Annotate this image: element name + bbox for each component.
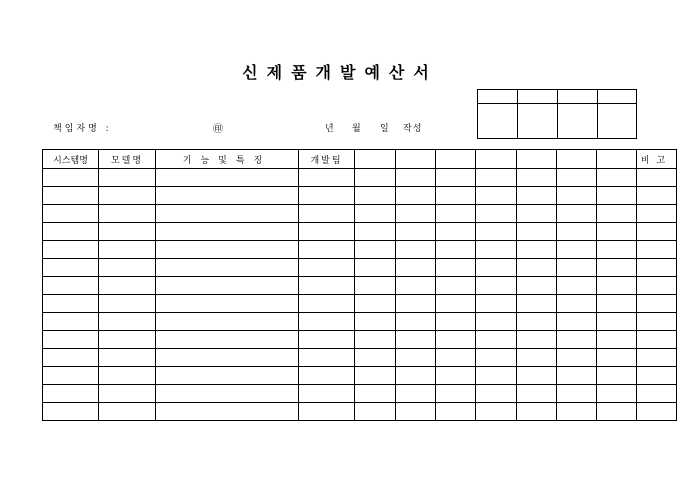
table-cell[interactable] [637,295,677,313]
table-cell[interactable] [156,403,299,421]
header-blank [476,150,517,169]
table-cell[interactable] [597,295,637,313]
table-cell[interactable] [299,295,355,313]
table-cell[interactable] [517,403,557,421]
table-row [43,367,677,385]
table-cell[interactable] [476,313,517,331]
table-cell[interactable] [476,241,517,259]
table-cell[interactable] [637,205,677,223]
table-cell[interactable] [436,349,476,367]
header-features: 기능및특징 [156,150,299,169]
table-cell[interactable] [99,277,156,295]
table-cell[interactable] [517,169,557,187]
header-system: 시스템명 [43,150,99,169]
table-cell[interactable] [517,295,557,313]
table-cell[interactable] [99,169,156,187]
table-cell[interactable] [299,385,355,403]
table-cell[interactable] [517,241,557,259]
table-cell[interactable] [355,259,396,277]
table-row [43,295,677,313]
table-cell[interactable] [156,331,299,349]
table-cell[interactable] [557,259,597,277]
table-cell[interactable] [299,277,355,295]
table-cell[interactable] [99,367,156,385]
table-cell[interactable] [99,349,156,367]
seal-mark: ㊞ [213,124,223,135]
writer-label: 책임자명 : [53,124,112,134]
table-cell[interactable] [299,187,355,205]
table-cell[interactable] [43,205,99,223]
table-cell[interactable] [637,277,677,295]
table-cell[interactable] [396,277,436,295]
table-cell[interactable] [517,223,557,241]
table-cell[interactable] [557,223,597,241]
table-cell[interactable] [597,169,637,187]
approval-title-cell [558,90,598,104]
table-cell[interactable] [156,277,299,295]
table-cell[interactable] [436,241,476,259]
table-cell[interactable] [355,403,396,421]
table-cell[interactable] [396,349,436,367]
table-cell[interactable] [355,205,396,223]
table-cell[interactable] [637,169,677,187]
table-cell[interactable] [637,187,677,205]
table-cell[interactable] [156,205,299,223]
table-cell[interactable] [156,241,299,259]
table-cell[interactable] [436,187,476,205]
table-cell[interactable] [597,367,637,385]
table-cell[interactable] [99,403,156,421]
table-cell[interactable] [557,277,597,295]
table-cell[interactable] [476,223,517,241]
approval-sign-cell[interactable] [518,104,558,139]
table-row [43,403,677,421]
table-cell[interactable] [355,169,396,187]
table-cell[interactable] [637,259,677,277]
table-cell[interactable] [396,367,436,385]
table-cell[interactable] [597,349,637,367]
approval-sign-cell[interactable] [478,104,518,139]
table-cell[interactable] [557,385,597,403]
table-cell[interactable] [476,367,517,385]
table-cell[interactable] [396,241,436,259]
table-row [43,385,677,403]
table-cell[interactable] [156,259,299,277]
table-cell[interactable] [436,367,476,385]
table-cell[interactable] [517,259,557,277]
table-cell[interactable] [517,385,557,403]
table-row [43,349,677,367]
table-cell[interactable] [476,349,517,367]
table-cell[interactable] [99,241,156,259]
header-model: 모델명 [99,150,156,169]
table-cell[interactable] [557,313,597,331]
table-row [43,313,677,331]
table-cell[interactable] [597,403,637,421]
table-cell[interactable] [43,403,99,421]
table-cell[interactable] [355,331,396,349]
table-cell[interactable] [557,241,597,259]
table-cell[interactable] [355,313,396,331]
table-cell[interactable] [436,331,476,349]
header-blank [517,150,557,169]
table-cell[interactable] [436,295,476,313]
table-cell[interactable] [637,223,677,241]
table-cell[interactable] [299,331,355,349]
approval-title-cell [478,90,518,104]
table-row [43,223,677,241]
budget-table [42,149,677,421]
table-cell[interactable] [476,403,517,421]
table-cell[interactable] [299,349,355,367]
table-cell[interactable] [396,187,436,205]
table-cell[interactable] [436,313,476,331]
table-cell[interactable] [476,295,517,313]
table-cell[interactable] [43,169,99,187]
table-cell[interactable] [396,313,436,331]
header-blank [396,150,436,169]
table-cell[interactable] [476,169,517,187]
table-cell[interactable] [557,331,597,349]
table-cell[interactable] [396,205,436,223]
approval-title-cell [598,90,637,104]
table-cell[interactable] [557,187,597,205]
table-cell[interactable] [299,241,355,259]
table-cell[interactable] [597,241,637,259]
table-cell[interactable] [637,385,677,403]
table-cell[interactable] [517,349,557,367]
table-row [43,277,677,295]
table-cell[interactable] [396,259,436,277]
table-cell[interactable] [43,259,99,277]
table-cell[interactable] [156,187,299,205]
table-cell[interactable] [299,169,355,187]
table-row [43,259,677,277]
table-cell[interactable] [43,367,99,385]
table-cell[interactable] [436,223,476,241]
table-cell[interactable] [299,259,355,277]
table-cell[interactable] [396,385,436,403]
table-cell[interactable] [476,385,517,403]
table-row [43,169,677,187]
table-row [43,187,677,205]
table-cell[interactable] [43,223,99,241]
header-blank [436,150,476,169]
table-cell[interactable] [517,331,557,349]
table-cell[interactable] [99,313,156,331]
table-cell[interactable] [597,277,637,295]
table-cell[interactable] [557,367,597,385]
table-cell[interactable] [396,403,436,421]
table-cell[interactable] [637,331,677,349]
table-cell[interactable] [517,367,557,385]
table-cell[interactable] [517,205,557,223]
table-cell[interactable] [355,367,396,385]
table-cell[interactable] [517,277,557,295]
table-cell[interactable] [597,205,637,223]
table-cell[interactable] [355,223,396,241]
table-cell[interactable] [156,295,299,313]
table-cell[interactable] [436,205,476,223]
table-cell[interactable] [156,385,299,403]
table-cell[interactable] [557,403,597,421]
table-cell[interactable] [299,223,355,241]
approval-sign-cell[interactable] [598,104,637,139]
table-cell[interactable] [355,277,396,295]
table-cell[interactable] [99,223,156,241]
table-cell[interactable] [557,169,597,187]
table-cell[interactable] [43,349,99,367]
table-cell[interactable] [476,187,517,205]
approval-box [477,89,637,139]
table-cell[interactable] [637,241,677,259]
table-cell[interactable] [43,331,99,349]
table-cell[interactable] [355,295,396,313]
table-cell[interactable] [436,403,476,421]
date-year-label: 년 [325,124,334,134]
table-cell[interactable] [476,277,517,295]
table-cell[interactable] [299,313,355,331]
table-cell[interactable] [99,385,156,403]
table-cell[interactable] [436,259,476,277]
table-cell[interactable] [156,313,299,331]
table-cell[interactable] [43,385,99,403]
table-cell[interactable] [557,349,597,367]
table-cell[interactable] [476,205,517,223]
table-cell[interactable] [299,403,355,421]
header-blank [557,150,597,169]
table-cell[interactable] [476,259,517,277]
table-cell[interactable] [597,187,637,205]
table-cell[interactable] [355,187,396,205]
header-blank [597,150,637,169]
table-cell[interactable] [597,259,637,277]
header-blank [355,150,396,169]
table-cell[interactable] [156,223,299,241]
table-row [43,205,677,223]
table-cell[interactable] [396,223,436,241]
document-title: 신제품개발예산서 [242,63,438,82]
table-cell[interactable] [436,385,476,403]
header-remarks: 비고 [637,150,677,169]
header-row [43,150,677,169]
table-cell[interactable] [396,295,436,313]
table-cell[interactable] [637,313,677,331]
table-cell[interactable] [436,169,476,187]
table-cell[interactable] [156,367,299,385]
table-row [43,241,677,259]
table-cell[interactable] [396,331,436,349]
table-cell[interactable] [396,169,436,187]
table-cell[interactable] [597,331,637,349]
approval-title-cell [518,90,558,104]
table-cell[interactable] [557,295,597,313]
table-cell[interactable] [43,187,99,205]
table-cell[interactable] [637,367,677,385]
date-day-label: 일 [380,124,389,134]
table-cell[interactable] [43,277,99,295]
approval-sign-cell[interactable] [558,104,598,139]
table-cell[interactable] [517,187,557,205]
table-cell[interactable] [476,331,517,349]
table-cell[interactable] [355,385,396,403]
header-dev-team: 개발팀 [299,150,355,169]
table-cell[interactable] [299,205,355,223]
table-cell[interactable] [597,223,637,241]
table-cell[interactable] [99,205,156,223]
table-cell[interactable] [43,241,99,259]
table-cell[interactable] [99,259,156,277]
table-cell[interactable] [637,349,677,367]
table-row [43,331,677,349]
date-written-label: 작성 [403,124,423,134]
table-cell[interactable] [99,331,156,349]
table-cell[interactable] [637,403,677,421]
table-cell[interactable] [99,187,156,205]
table-cell[interactable] [156,169,299,187]
date-month-label: 월 [352,124,361,134]
table-cell[interactable] [557,205,597,223]
table-cell[interactable] [156,349,299,367]
table-cell[interactable] [43,295,99,313]
table-cell[interactable] [597,313,637,331]
table-cell[interactable] [355,241,396,259]
table-cell[interactable] [517,313,557,331]
table-cell[interactable] [355,349,396,367]
table-cell[interactable] [299,367,355,385]
table-cell[interactable] [597,385,637,403]
table-cell[interactable] [436,277,476,295]
table-cell[interactable] [43,313,99,331]
table-cell[interactable] [99,295,156,313]
